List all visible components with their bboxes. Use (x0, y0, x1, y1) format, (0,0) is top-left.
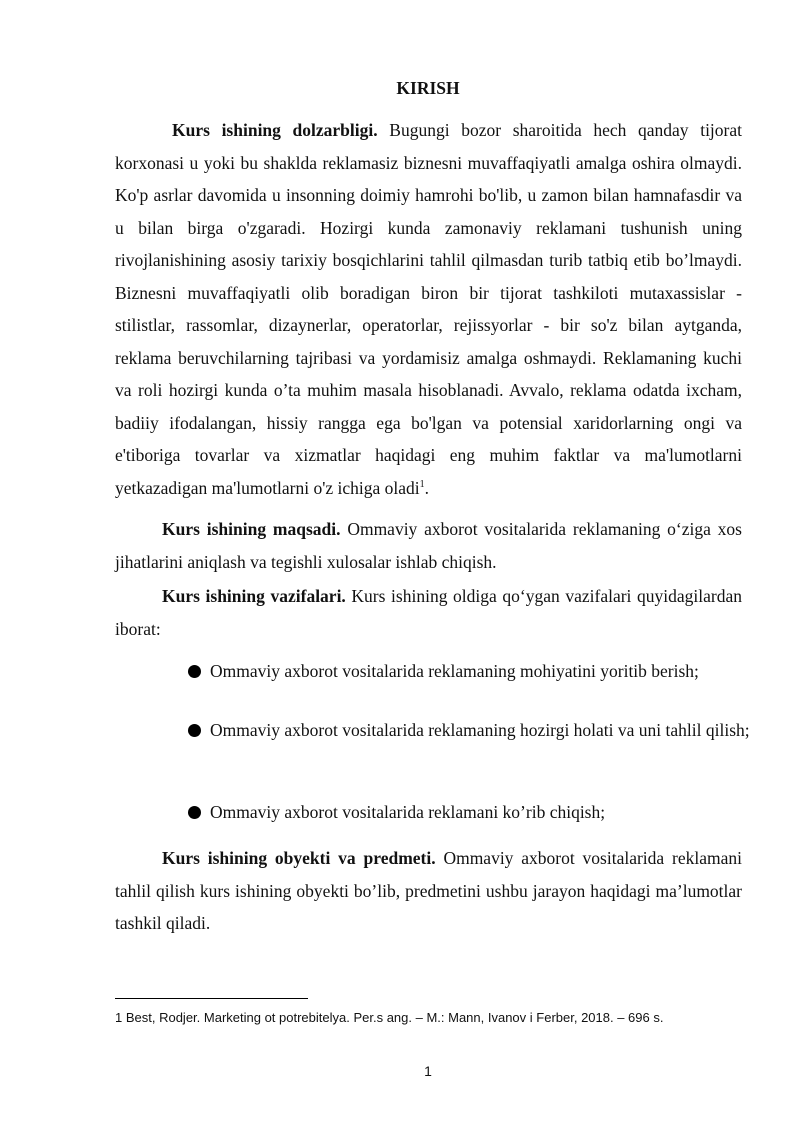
footnote: 1 Best, Rodjer. Marketing ot potrebitelya. Per.s ang. – M.: Mann, Ivanov i Ferber, 2018. – 696 s. (115, 1010, 664, 1025)
footnote-divider (115, 998, 308, 999)
paragraph-tasks (115, 580, 742, 645)
relevance-heading: Kurs ishining dolzarbligi. (172, 120, 378, 140)
relevance-end: . (424, 477, 430, 498)
bullet-text: Ommaviy axborot vositalarida reklamani ko’rib chiqish; (210, 802, 606, 822)
paragraph-relevance (115, 114, 742, 504)
goal-text: Ommaviy axborot vositalarida reklamaning o‘ziga xos jihatlarini aniqlash va tegishli xulosalar ishlab chiqish. (115, 519, 742, 572)
page-title: KIRISH (396, 78, 460, 98)
bullet-text: Ommaviy axborot vositalarida reklamaning mohiyatini yoritib berish; (210, 661, 699, 681)
bullet-dot-icon (188, 806, 201, 819)
list-item (186, 714, 766, 747)
tasks-text: Kurs ishining oldiga qo‘ygan vazifalari quyidagilardan iborat: (115, 586, 742, 639)
list-item (186, 655, 766, 688)
paragraph-goal (115, 513, 742, 578)
footnote-reference[interactable]: 1 (419, 478, 425, 490)
bullet-text: Ommaviy axborot vositalarida reklamaning hozirgi holati va uni tahlil qilish; (210, 720, 750, 740)
goal-heading: Kurs ishining maqsadi. (162, 519, 341, 539)
bullet-dot-icon (188, 724, 201, 737)
page-number: 1 (424, 1063, 432, 1079)
list-item (186, 796, 766, 829)
relevance-text: Bugungi bozor sharoitida hech qanday tijorat korxonasi u yoki bu shaklda reklamasiz biznesni muvaffaqiyatli amalga oshira olmaydi. Ko'p asrlar davomida u insonning doimiy hamrohi bo'lib, u zamon bilan hamnafasdir va u bilan birga o'zgaradi. Hozirgi kunda zamonaviy reklamani tushunish uning rivojlanishining asosiy tarixiy bosqichlarini tahlil qilmasdan turib tatbiq etib bo’lmaydi. Biznesni muvaffaqiyatli olib boradigan biron bir tijorat tashkiloti mutaxassislar - stilistlar, rassomlar, dizaynerlar, operatorlar, rejissyorlar - bir so'z bilan aytganda, reklama beruvchilarning tajribasi va yordamisiz amalga oshmaydi. Reklamaning kuchi va roli hozirgi kunda o’ta muhim masala hisoblanadi. Avvalo, reklama odatda ixcham, badiiy ifodalangan, hissiy rangga ega bo'lgan va potensial xaridorlarning ongi va e'tiboriga tovarlar va xizmatlar haqidagi eng muhim faktlar va ma'lumotlarni yetkazadigan ma'lumotlarni o'z ichiga oladi (115, 120, 742, 498)
object-text: Ommaviy axborot vositalarida reklamani tahlil qilish kurs ishining obyekti bo’lib, predmetini ushbu jarayon haqidagi ma’lumotlar tashkil qiladi. (115, 848, 742, 933)
tasks-heading: Kurs ishining vazifalari. (162, 586, 346, 606)
bullet-dot-icon (188, 665, 201, 678)
object-heading: Kurs ishining obyekti va predmeti. (162, 848, 436, 868)
paragraph-object (115, 842, 742, 940)
